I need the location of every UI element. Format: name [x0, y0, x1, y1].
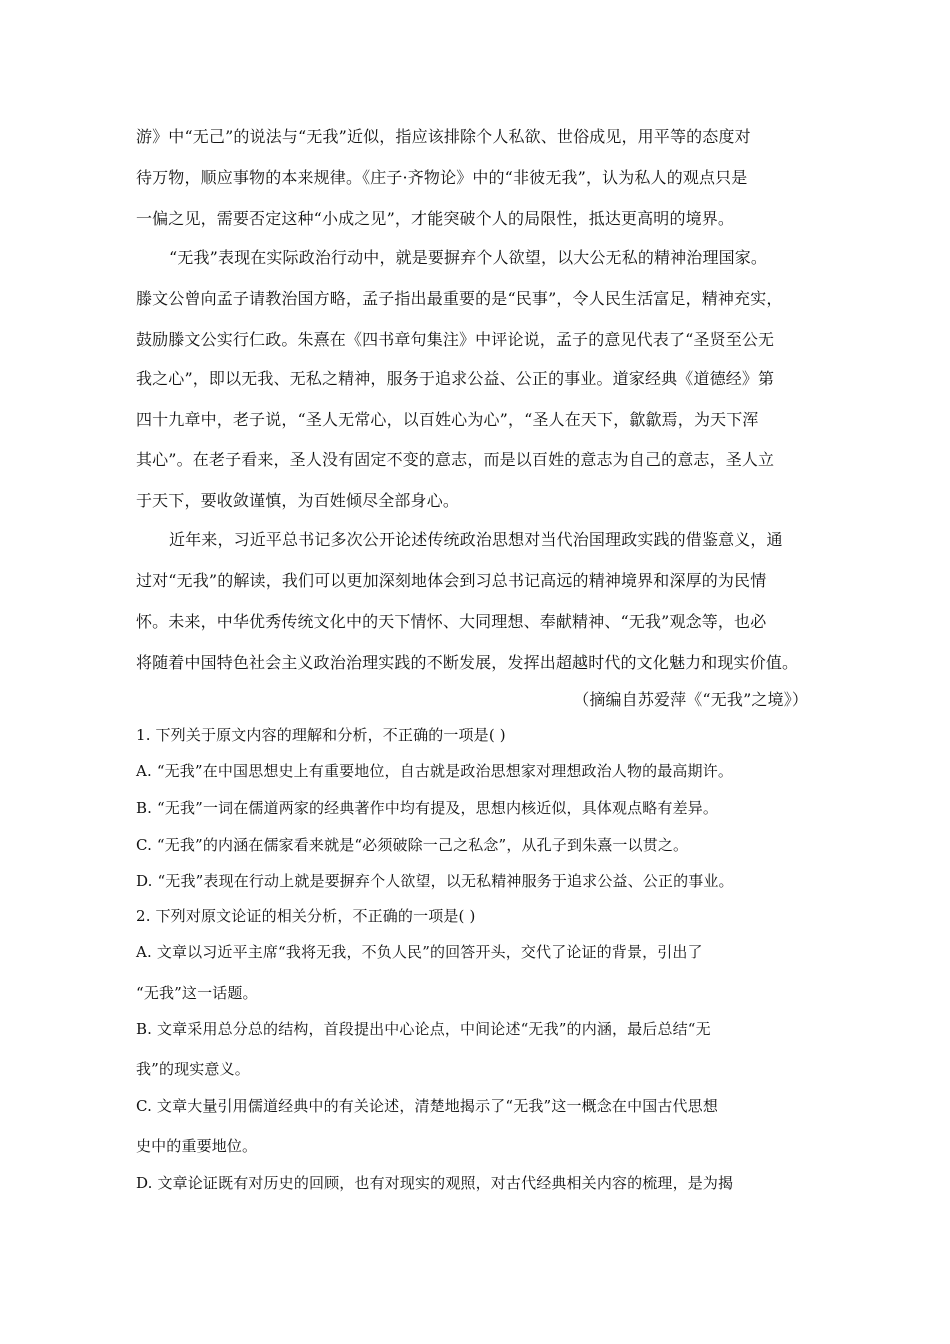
- paragraph-3-line-1: 近年来，习近平总书记多次公开论述传统政治思想对当代治国理政实践的借鉴意义，通: [169, 530, 783, 549]
- question-2-option-a-line-1: A. 文章以习近平主席“我将无我，不负人民”的回答开头，交代了论证的背景，引出了: [136, 943, 703, 961]
- paragraph-1-line-3: 一偏之见，需要否定这种“小成之见”，才能突破个人的局限性，抵达更高明的境界。: [136, 209, 735, 228]
- question-2-option-b-line-2: 我”的现实意义。: [136, 1060, 250, 1078]
- paragraph-2-line-7: 于天下，要收敛谨慎，为百姓倾尽全部身心。: [136, 491, 460, 510]
- paragraph-3-line-2: 过对“无我”的解读，我们可以更加深刻地体会到习总书记高远的精神境界和深厚的为民情: [136, 571, 767, 590]
- paragraph-2-line-4: 我之心”，即以无我、无私之精神，服务于追求公益、公正的事业。道家经典《道德经》第: [136, 369, 775, 388]
- paragraph-2-line-6: 其心”。在老子看来，圣人没有固定不变的意志，而是以百姓的意志为自己的意志，圣人立: [136, 450, 775, 469]
- question-2-stem: 2. 下列对原文论证的相关分析，不正确的一项是( ): [136, 907, 476, 925]
- paragraph-2-line-5: 四十九章中，老子说，“圣人无常心，以百姓心为心”，“圣人在天下，歙歙焉，为天下浑: [136, 410, 759, 429]
- question-1-option-b: B. “无我”一词在儒道两家的经典著作中均有提及，思想内核近似，具体观点略有差异。: [136, 799, 719, 817]
- question-2-option-d-line-1: D. 文章论证既有对历史的回顾，也有对现实的观照，对古代经典相关内容的梳理，是为揭: [136, 1174, 734, 1192]
- question-2-option-b-line-1: B. 文章采用总分总的结构，首段提出中心论点，中间论述“无我”的内涵，最后总结“无: [136, 1020, 711, 1038]
- question-1-option-a: A. “无我”在中国思想史上有重要地位，自古就是政治思想家对理想政治人物的最高期许。: [136, 762, 734, 780]
- paragraph-2-line-3: 鼓励滕文公实行仁政。朱熹在《四书章句集注》中评论说，孟子的意见代表了“圣贤至公无: [136, 330, 775, 349]
- question-2-option-a-line-2: “无我”这一话题。: [136, 984, 258, 1002]
- source-citation: （摘编自苏爱萍《“无我”之境》）: [573, 690, 808, 709]
- paragraph-2-line-1: “无我”表现在实际政治行动中，就是要摒弃个人欲望，以大公无私的精神治理国家。: [169, 248, 768, 267]
- paragraph-3-line-3: 怀。未来，中华优秀传统文化中的天下情怀、大同理想、奉献精神、“无我”观念等，也必: [136, 612, 767, 631]
- paragraph-1-line-2: 待万物，顺应事物的本来规律。《庄子·齐物论》中的“非彼无我”，认为私人的观点只是: [136, 168, 748, 187]
- paragraph-1-line-1: 游》中“无己”的说法与“无我”近似，指应该排除个人私欲、世俗成见，用平等的态度对: [136, 127, 751, 146]
- question-2-option-c-line-2: 史中的重要地位。: [136, 1137, 258, 1155]
- paragraph-3-line-4: 将随着中国特色社会主义政治治理实践的不断发展，发挥出超越时代的文化魅力和现实价值。: [136, 653, 799, 672]
- question-1-option-c: C. “无我”的内涵在儒家看来就是“必须破除一己之私念”，从孔子到朱熹一以贯之。: [136, 836, 689, 854]
- question-1-stem: 1. 下列关于原文内容的理解和分析，不正确的一项是( ): [136, 726, 506, 744]
- question-1-option-d: D. “无我”表现在行动上就是要摒弃个人欲望，以无私精神服务于追求公益、公正的事业。: [136, 872, 734, 890]
- question-2-option-c-line-1: C. 文章大量引用儒道经典中的有关论述，清楚地揭示了“无我”这一概念在中国古代思想: [136, 1097, 718, 1115]
- paragraph-2-line-2: 滕文公曾向孟子请教治国方略，孟子指出最重要的是“民事”，令人民生活富足，精神充实，: [136, 289, 783, 308]
